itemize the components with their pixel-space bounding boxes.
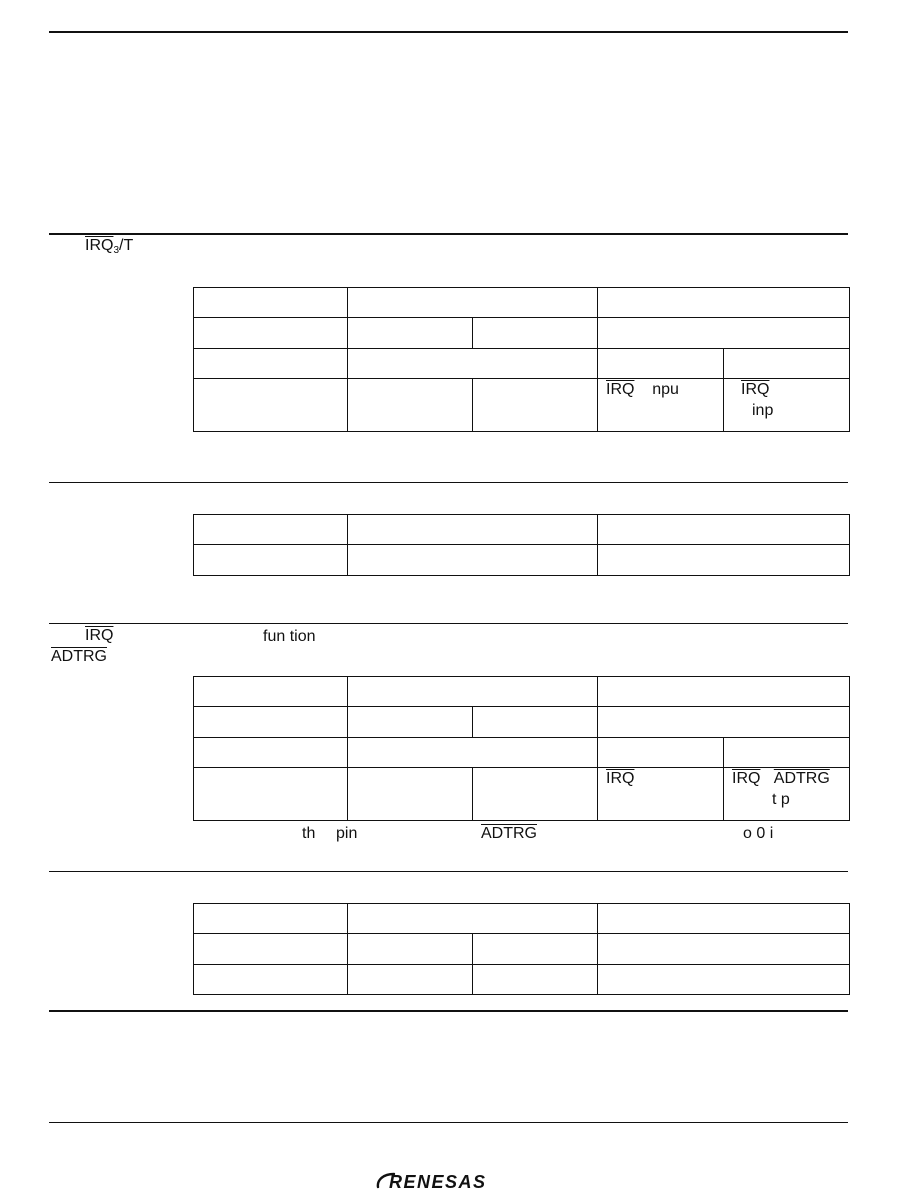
table4-row-1 (194, 904, 850, 934)
section1-pin-name: $\overline{IRQ}$ (85, 237, 114, 254)
input-label: inp (752, 402, 774, 419)
table-cell (194, 768, 348, 821)
table-cell (194, 288, 348, 318)
footer-rule (49, 1122, 848, 1123)
table-cell (348, 515, 598, 545)
table-cell (598, 677, 850, 707)
table-cell (348, 738, 598, 768)
table-cell (348, 965, 473, 995)
table-cell (598, 288, 850, 318)
table-cell (348, 934, 473, 965)
table4-row-2 (194, 934, 850, 965)
section1-pin-rest: /T (119, 237, 134, 254)
table-cell (598, 904, 850, 934)
section3-pin-label: $\overline{IRQ}$ (85, 627, 114, 644)
table-cell (348, 545, 598, 576)
input-label: npu (652, 381, 679, 398)
table3-row-2 (194, 707, 850, 738)
table-cell (724, 349, 850, 379)
section3-pin-label-2: ADTRG (51, 648, 107, 665)
irq-label: $\overline{IRQ}$ (732, 770, 761, 787)
table-cell (598, 545, 850, 576)
table-cell (348, 288, 598, 318)
table4-row-3 (194, 965, 850, 995)
table3-row-3 (194, 738, 850, 768)
section-rule-3 (49, 623, 848, 624)
table1-row-3 (194, 349, 850, 379)
table-cell (348, 904, 598, 934)
table-cell (724, 738, 850, 768)
table-3 (193, 676, 850, 821)
table-cell (598, 707, 850, 738)
table-cell (598, 934, 850, 965)
table1-cell-irq-input (598, 379, 724, 432)
table-cell (194, 707, 348, 738)
section1-pin-label (85, 238, 133, 254)
table3-row-1 (194, 677, 850, 707)
table-cell (194, 965, 348, 995)
table-cell (194, 738, 348, 768)
table3-cell-irq (598, 768, 724, 821)
table-cell (194, 904, 348, 934)
renesas-logo-text: RENESAS (389, 1172, 487, 1192)
renesas-logo-mark (372, 1168, 524, 1192)
table-cell (194, 677, 348, 707)
table-cell (348, 707, 473, 738)
table-cell (348, 349, 598, 379)
table2-row-1 (194, 515, 850, 545)
irq-label: $\overline{IRQ}$ (741, 381, 770, 398)
section-rule-4 (49, 871, 848, 872)
table3-cell-irq-adtrg (724, 768, 850, 821)
note-adtrg: ADTRG (481, 825, 537, 842)
section3-description: fun tion (263, 628, 316, 645)
section-rule-5 (49, 1010, 848, 1012)
table-cell (348, 677, 598, 707)
note-text-3: o 0 i (743, 825, 774, 842)
table-4 (193, 903, 850, 995)
input-label: t p (772, 791, 790, 808)
table-cell (598, 515, 850, 545)
table-cell (194, 349, 348, 379)
table1-cell-irq-input-2 (724, 379, 850, 432)
table-cell (473, 379, 598, 432)
note-text-1: th (302, 825, 316, 842)
table1-row-4 (194, 379, 850, 432)
renesas-logo (372, 1168, 524, 1197)
table-cell (194, 318, 348, 349)
note-text-2: pin (336, 825, 358, 842)
table-cell (348, 379, 473, 432)
table1-row-1 (194, 288, 850, 318)
section-rule-2 (49, 482, 848, 483)
table3-row-4 (194, 768, 850, 821)
section-rule-1 (49, 233, 848, 235)
table-cell (194, 515, 348, 545)
table-cell (194, 934, 348, 965)
table-cell (348, 318, 473, 349)
table-cell (473, 318, 598, 349)
table-cell (598, 318, 850, 349)
header-rule (49, 31, 848, 33)
table-cell (473, 965, 598, 995)
section1-pin-subscript: 3 (113, 245, 120, 256)
table-cell (473, 768, 598, 821)
table-cell (348, 768, 473, 821)
table-2 (193, 514, 850, 576)
table2-row-2 (194, 545, 850, 576)
table1-row-2 (194, 318, 850, 349)
irq-label: $\overline{IRQ}$ (606, 770, 635, 787)
table-cell (598, 965, 850, 995)
table-cell (473, 707, 598, 738)
table-cell (598, 349, 724, 379)
irq-label: $\overline{IRQ}$ (606, 381, 635, 398)
table-1 (193, 287, 850, 432)
table-cell (598, 738, 724, 768)
table-cell (473, 934, 598, 965)
adtrg-label: ADTRG (773, 770, 830, 787)
table-cell (194, 379, 348, 432)
table-cell (194, 545, 348, 576)
